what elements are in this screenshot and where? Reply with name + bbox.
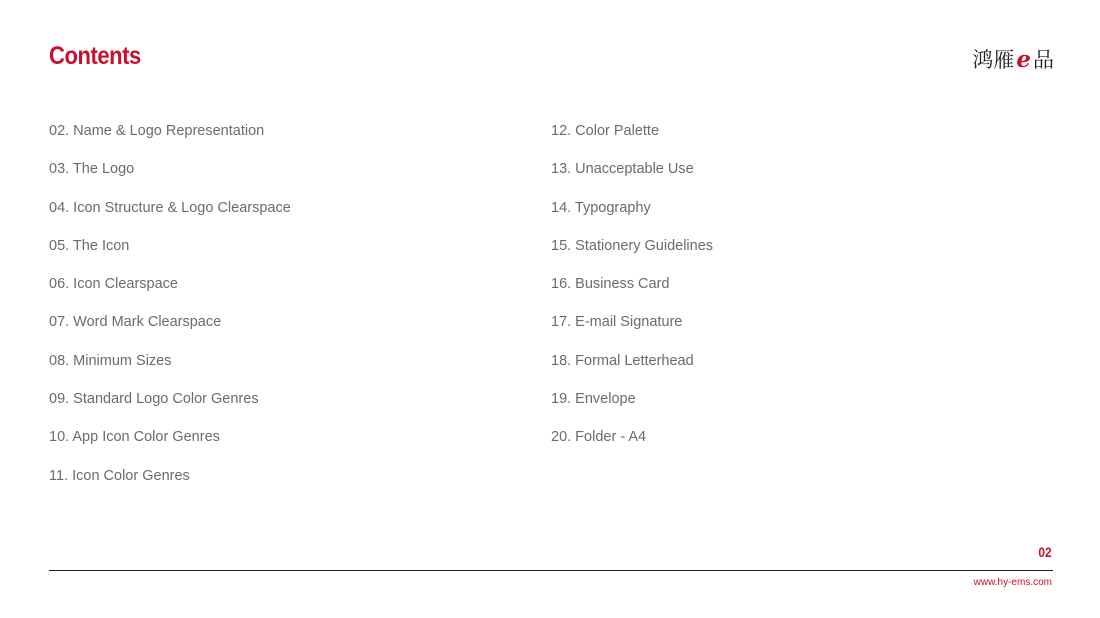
toc-item: 04. Icon Structure & Logo Clearspace — [49, 199, 291, 216]
toc-item: 19. Envelope — [551, 391, 636, 408]
brand-logo — [972, 46, 1054, 72]
toc-item: 05. The Icon — [49, 237, 130, 254]
toc-item: 18. Formal Letterhead — [551, 352, 694, 369]
toc-item: 12. Color Palette — [551, 123, 660, 139]
footer-divider — [49, 570, 1053, 571]
page-number: 02 — [1038, 544, 1052, 560]
toc-item: 15. Stationery Guidelines — [551, 237, 714, 254]
toc-item: 14. Typography — [551, 199, 651, 216]
toc-right-column — [551, 118, 713, 463]
toc-item: 07. Word Mark Clearspace — [49, 314, 222, 331]
toc-item: 06. Icon Clearspace — [49, 276, 178, 293]
toc-item: 10. App Icon Color Genres — [49, 429, 220, 446]
toc-item: 03. The Logo — [49, 161, 135, 178]
logo-text-part2: 品 — [1033, 48, 1054, 72]
logo-e-mark: e — [1016, 45, 1031, 73]
toc-item: 02. Name & Logo Representation — [49, 123, 265, 139]
toc-item: 20. Folder - A4 — [551, 429, 647, 446]
toc-item: 11. Icon Color Genres — [49, 467, 190, 484]
page-title: Contents — [49, 42, 141, 70]
toc-item: 09. Standard Logo Color Genres — [49, 391, 259, 408]
toc-left-column — [49, 118, 291, 501]
toc-item: 13. Unacceptable Use — [551, 161, 694, 178]
toc-item: 08. Minimum Sizes — [49, 352, 172, 369]
logo-text-part1: 鸿雁 — [972, 48, 1015, 72]
toc-item: 16. Business Card — [551, 276, 670, 293]
toc-item: 17. E-mail Signature — [551, 314, 683, 331]
website-url: www.hy-ems.com — [973, 577, 1052, 588]
